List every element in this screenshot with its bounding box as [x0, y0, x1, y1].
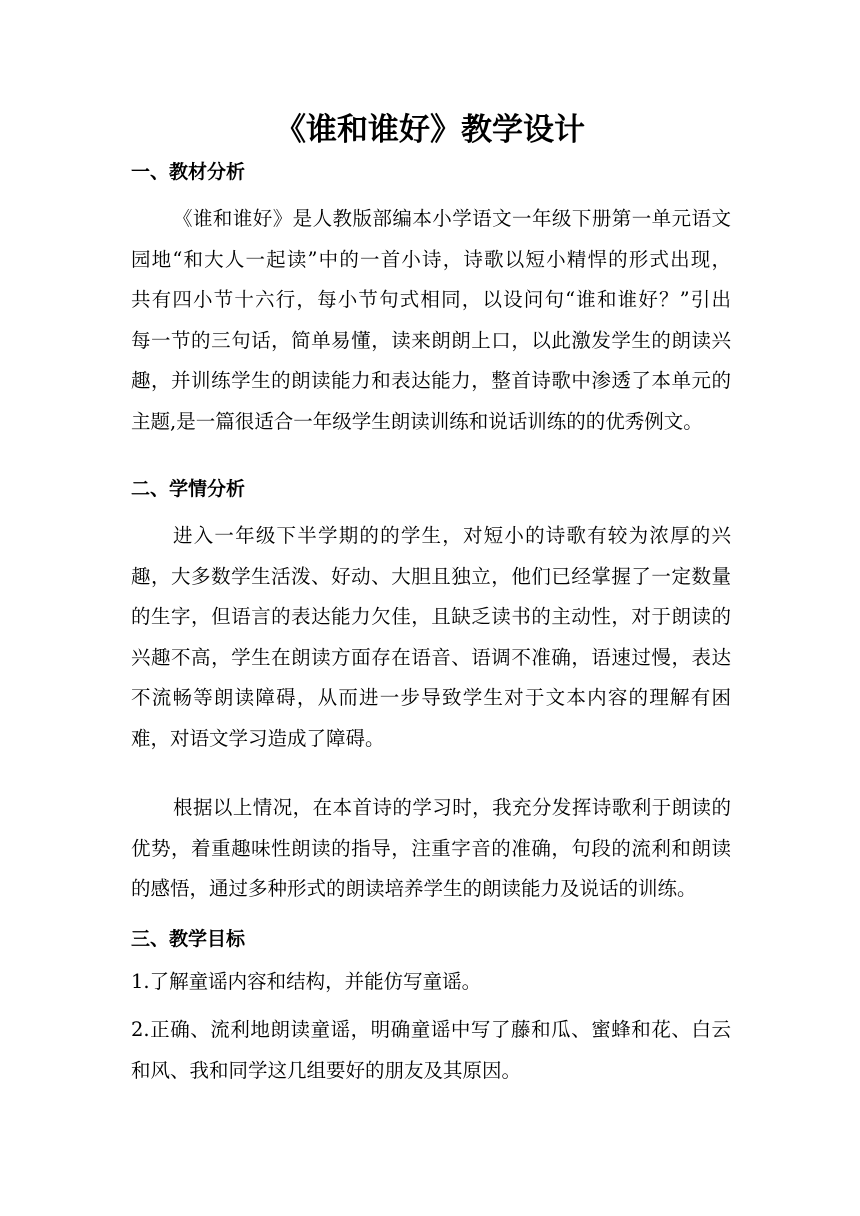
- paragraph-line: 每一节的三句话，简单易懂，读来朗朗上口，以此激发学生的朗读兴: [131, 328, 731, 352]
- paragraph-learner-analysis-1: [131, 516, 731, 759]
- paragraph-materials-analysis: [131, 199, 731, 442]
- section-heading-learner-analysis: 二、学情分析: [131, 478, 246, 500]
- paragraph-line: 进入一年级下半学期的的学生，对短小的诗歌有较为浓厚的兴: [173, 524, 731, 547]
- paragraph-line: 的感悟，通过多种形式的朗读培养学生的朗读能力及说话的训练。: [131, 877, 697, 900]
- paragraph-line: 兴趣不高，学生在朗读方面存在语音、语调不准确，语速过慢，表达: [131, 645, 731, 669]
- paragraph-line: 趣，并训练学生的朗读能力和表达能力，整首诗歌中渗透了本单元的: [131, 369, 731, 392]
- section-heading-teaching-objectives: 三、教学目标: [131, 928, 246, 950]
- objective-item-1: [131, 962, 731, 1003]
- document-title: 《谁和谁好》教学设计: [275, 112, 585, 148]
- paragraph-line: 主题,是一篇很适合一年级学生朗读训练和说话训练的的优秀例文。: [131, 409, 703, 433]
- paragraph-line: 园地“和大人一起读”中的一首小诗，诗歌以短小精悍的形式出现，: [131, 247, 731, 271]
- paragraph-line: 趣，大多数学生活泼、好动、大胆且独立，他们已经掌握了一定数量: [131, 564, 731, 588]
- section-heading-materials-analysis: 一、教材分析: [131, 161, 246, 183]
- objective-line: 2.正确、流利地朗读童谣，明确童谣中写了藤和瓜、蜜蜂和花、白云: [131, 1018, 731, 1041]
- paragraph-line: 共有四小节十六行，每小节句式相同，以设问句“谁和谁好？”引出: [131, 288, 731, 311]
- objective-line: 和风、我和同学这几组要好的朋友及其原因。: [131, 1058, 522, 1082]
- objective-line: 1.了解童谣内容和结构，并能仿写童谣。: [131, 970, 482, 993]
- paragraph-line: 优势，着重趣味性朗读的指导，注重字音的准确，句段的流利和朗读: [131, 836, 731, 860]
- objective-item-2: [131, 1010, 731, 1091]
- paragraph-line: 根据以上情况，在本首诗的学习时，我充分发挥诗歌利于朗读的: [173, 796, 731, 819]
- paragraph-line: 《谁和谁好》是人教版部编本小学语文一年级下册第一单元语文: [173, 207, 731, 230]
- paragraph-line: 难，对语文学习造成了障碍。: [131, 726, 385, 750]
- paragraph-learner-analysis-2: [131, 788, 731, 910]
- paragraph-line: 的生字，但语言的表达能力欠佳，且缺乏读书的主动性，对于朗读的: [131, 605, 731, 628]
- paragraph-line: 不流畅等朗读障碍，从而进一步导致学生对于文本内容的理解有困: [131, 686, 731, 709]
